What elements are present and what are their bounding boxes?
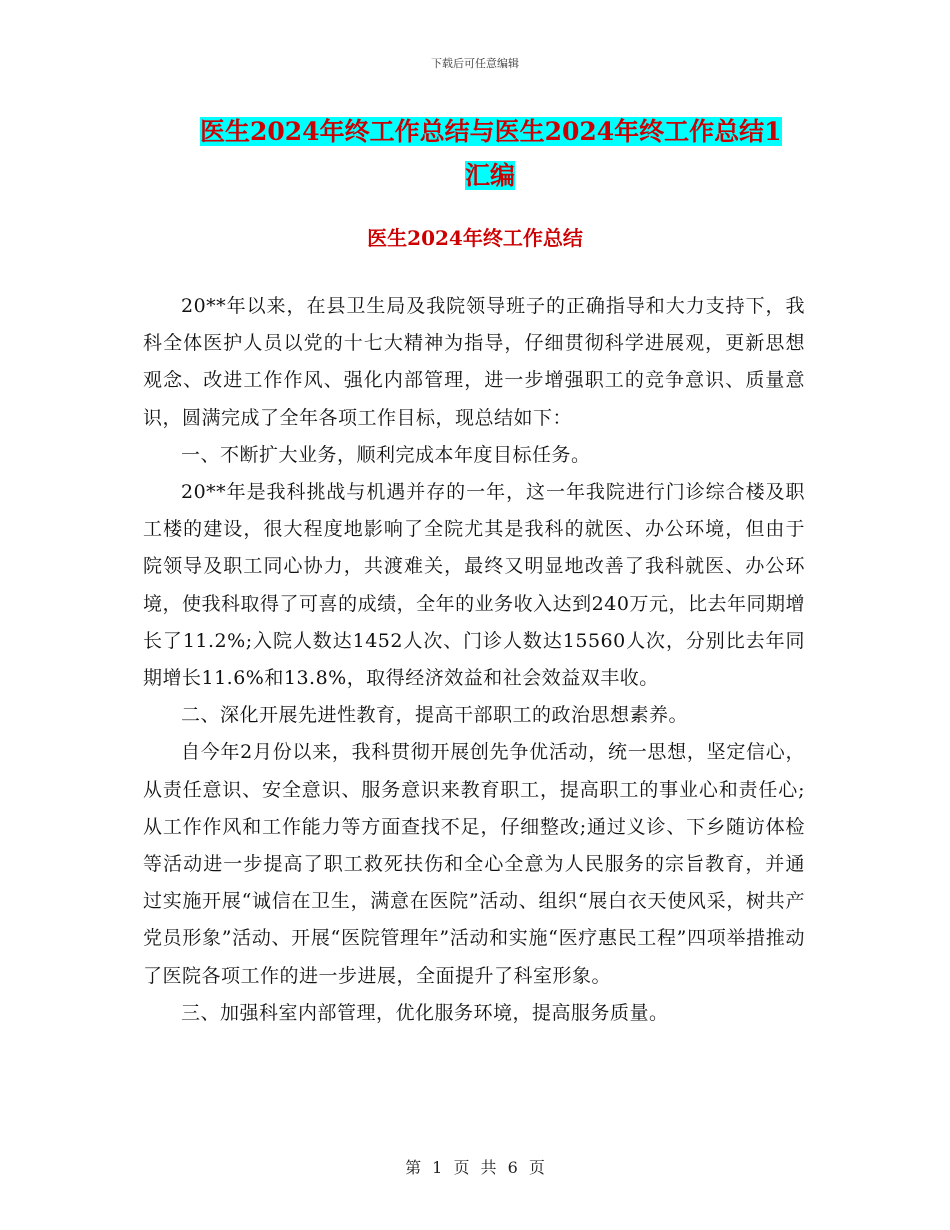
title-line1-text: 医生2024年终工作总结与医生2024年终工作总结1 — [200, 117, 782, 146]
document-title-line1 — [200, 110, 800, 154]
document-title-line2 — [200, 154, 800, 198]
paragraph-business: 20**年是我科挑战与机遇并存的一年，这一年我院进行门诊综合楼及职工楼的建设，很大程度地影响了全院尤其是我科的就医、办公环境，但由于院领导及职工同心协力，共渡难关，最终又明显地改善了我科就医、办公环境，使我科取得了可喜的成绩，全年的业务收入达到240万元，比去年同期增长了11.2%;入院人数达1452人次、门诊人数达15560人次，分别比去年同期增长11.6%和13.8%，取得经济效益和社会效益双丰收。 — [143, 481, 805, 690]
paragraph-education: 自今年2月份以来，我科贯彻开展创先争优活动，统一思想，坚定信心，从责任意识、安全意识、服务意识来教育职工，提高职工的事业心和责任心;从工作作风和工作能力等方面查找不足，仔细整改;通过义诊、下乡随访体检等活动进一步提高了职工救死扶伤和全心全意为人民服务的宗旨教育，并通过实施开展“诚信在卫生，满意在医院”活动、组织“展白衣天使风采，树共产党员形象”活动、开展“医院管理年”活动和实施“医疗惠民工程”四项举措推动了医院各项工作的进一步进展，全面提升了科室形象。 — [143, 741, 805, 987]
paragraph-heading-1: 一、不断扩大业务，顺利完成本年度目标任务。 — [181, 443, 591, 466]
title-line2-text: 汇编 — [464, 161, 515, 190]
paragraph-intro: 20**年以来，在县卫生局及我院领导班子的正确指导和大力支持下，我科全体医护人员以党的十七大精神为指导，仔细贯彻科学进展观，更新思想观念、改进工作作风、强化内部管理，进一步增强职工的竞争意识、质量意识，圆满完成了全年各项工作目标，现总结如下： — [143, 295, 805, 429]
section-title: 医生2024年终工作总结 — [367, 226, 583, 250]
document-title — [200, 110, 800, 198]
paragraph-heading-3: 三、加强科室内部管理，优化服务环境，提高服务质量。 — [181, 1001, 669, 1024]
document-body — [143, 288, 805, 1032]
page-header-note: 下载后可任意编辑 — [431, 57, 519, 70]
page-number: 第 1 页 共 6 页 — [405, 1158, 545, 1177]
paragraph-heading-2: 二、深化开展先进性教育，提高干部职工的政治思想素养。 — [181, 704, 689, 727]
